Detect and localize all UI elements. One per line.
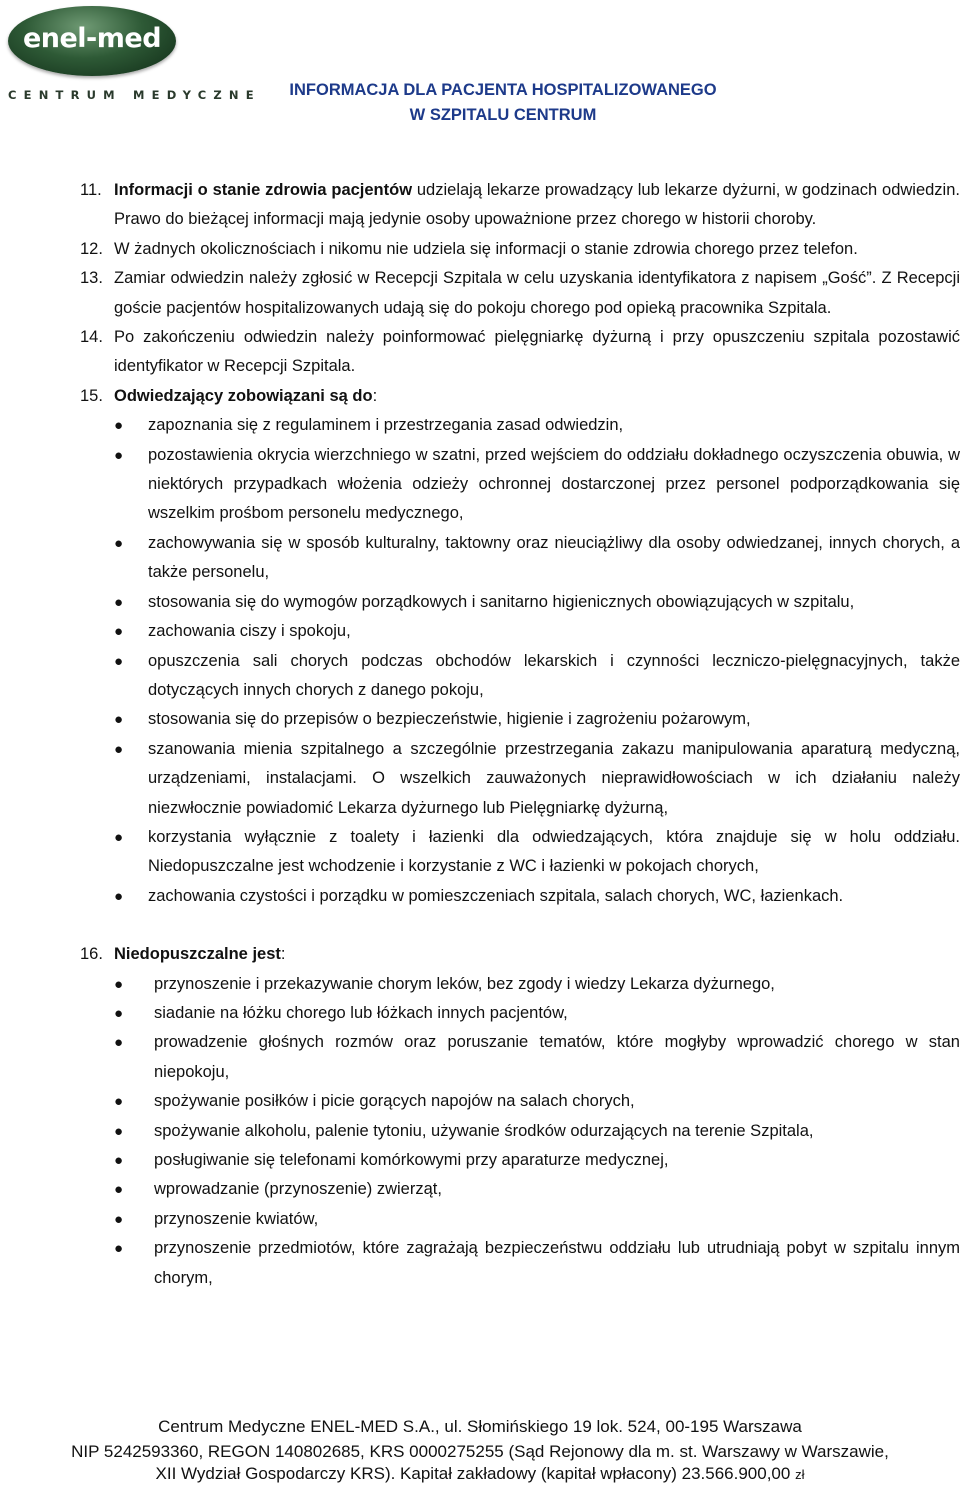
enel-med-logo <box>4 2 261 104</box>
item-number: 16. <box>80 945 103 964</box>
list-item-text: przynoszenie i przekazywanie chorym leków, bez zgody i wiedzy Lekarza dyżurnego, <box>154 974 775 993</box>
bullet-icon: ● <box>114 1122 124 1140</box>
bullet-icon: ● <box>114 1093 124 1111</box>
bullet-icon: ● <box>114 1152 124 1169</box>
item-bold: Informacji o stanie zdrowia pacjentów <box>114 181 413 199</box>
list-item-text: prowadzenie głośnych rozmów oraz poruszanie tematów, które mogłyby wprowadzić chorego w stan niepokoju, <box>154 1033 960 1081</box>
list-item <box>80 970 960 999</box>
spacer <box>80 911 960 940</box>
item-number: 13. <box>80 269 103 288</box>
list-item-text: szanowania mienia szpitalnego a szczególnie przestrzegania zakazu manipulowania aparaturą medyczną, urządzeniami, instalacjami. O wszelkich zauważonych nieprawidłowościach w ich działaniu należy niezwłocznie powiadomić Lekarza dyżurnego lub Pielęgniarkę dyżurną, <box>148 739 960 817</box>
bullet-icon: ● <box>114 593 124 611</box>
footer-address: Centrum Medyczne ENEL-MED S.A., ul. Słomińskiego 19 lok. 524, 00-195 Warszawa <box>158 1417 802 1436</box>
list-item <box>80 1175 960 1204</box>
item-number: 12. <box>80 239 103 258</box>
bullet-icon: ● <box>114 417 124 435</box>
company-footer <box>0 1413 960 1486</box>
item-text <box>114 176 960 235</box>
title-line-2: W SZPITALU CENTRUM <box>409 106 597 124</box>
prohibited-list <box>80 970 960 1293</box>
item-12 <box>80 235 960 264</box>
item-number: 15. <box>80 386 103 405</box>
bullet-icon: ● <box>114 1210 124 1228</box>
item-heading <box>114 940 960 969</box>
bullet-icon: ● <box>114 1004 124 1022</box>
logo-brand: enel-med <box>22 22 162 54</box>
logo-subtitle: CENTRUM MEDYCZNE <box>8 88 261 102</box>
list-item-text: stosowania się do wymogów porządkowych i sanitarno higienicznych obowiązujących w szpitalu, <box>148 592 855 611</box>
list-item <box>80 823 960 882</box>
list-item-text: stosowania się do przepisów o bezpieczeństwie, higienie i zagrożeniu pożarowym, <box>148 710 751 729</box>
list-item-text: korzystania wyłącznie z toalety i łazienki dla odwiedzających, która znajduje się w holu oddziału. Niedopuszczalne jest wchodzenie i korzystanie z WC i łazienki w pokojach chorych, <box>148 827 960 876</box>
bullet-icon: ● <box>114 446 124 464</box>
item-heading <box>114 382 960 411</box>
bullet-icon: ● <box>114 711 124 729</box>
item-bold: Niedopuszczalne jest <box>114 945 281 964</box>
visitor-obligations-list <box>80 411 960 911</box>
list-item-text: zachowania czystości i porządku w pomieszczeniach szpitala, salach chorych, WC, łazienkach. <box>148 886 844 905</box>
item-11 <box>80 176 960 235</box>
item-15 <box>80 382 960 411</box>
bullet-icon: ● <box>114 1240 124 1258</box>
list-item-text: zachowania ciszy i spokoju, <box>148 622 351 641</box>
item-body: udzielają lekarze prowadzący lub lekarze dyżurni, w godzinach odwiedzin. Prawo do bieżącej informacji mają jedynie osoby upoważnione przez chorego w historii choroby. <box>114 181 960 229</box>
list-item-text: pozostawienia okrycia wierzchniego w szatni, przed wejściem do oddziału dokładnego oczyszczenia obuwia, w niektórych przypadkach włożenia odzieży ochronnej dostarczonej przez personel podporządkowania się wszelkim prośbom personelu medycznego, <box>148 445 960 523</box>
list-item <box>80 1028 960 1087</box>
list-item-text: opuszczenia sali chorych podczas obchodów lekarskich i czynności leczniczo-pielęgnacyjnych, także dotyczących innych chorych z danego pokoju, <box>148 651 960 699</box>
bullet-icon: ● <box>114 1034 124 1052</box>
list-item-text: zapoznania się z regulaminem i przestrzegania zasad odwiedzin, <box>148 416 624 435</box>
item-bold: Odwiedzający zobowiązani są do <box>114 386 373 405</box>
list-item-text: posługiwanie się telefonami komórkowymi przy aparaturze medycznej, <box>154 1151 669 1169</box>
list-item <box>80 1087 960 1116</box>
item-suffix: : <box>372 386 378 405</box>
bullet-icon: ● <box>114 652 124 670</box>
list-item-text: spożywanie posiłków i picie gorących napojów na salach chorych, <box>154 1092 635 1111</box>
list-item-text: spożywanie alkoholu, palenie tytoniu, używanie środków odurzających na terenie Szpitala, <box>154 1121 814 1140</box>
bullet-icon: ● <box>114 1181 124 1199</box>
list-item <box>80 735 960 823</box>
bullet-icon: ● <box>114 975 124 993</box>
list-item <box>80 1117 960 1146</box>
item-text: W żadnych okolicznościach i nikomu nie udziela się informacji o stanie zdrowia chorego przez telefon. <box>114 239 858 258</box>
list-item <box>80 1146 960 1175</box>
list-item <box>80 411 960 440</box>
title-line-1: INFORMACJA DLA PACJENTA HOSPITALIZOWANEGO <box>289 81 717 99</box>
item-text: Po zakończeniu odwiedzin należy poinformować pielęgniarkę dyżurną i przy opuszczeniu szpitala pozostawić identyfikator w Recepcji Szpitala. <box>114 328 960 376</box>
bullet-icon: ● <box>114 887 124 905</box>
item-text: Zamiar odwiedzin należy zgłosić w Recepcji Szpitala w celu uzyskania identyfikatora z napisem „Gość”. Z Recepcji goście pacjentów hospitalizowanych udają się do pokoju chorego pod opieką pracownika Szpitala. <box>114 269 960 317</box>
list-item <box>80 705 960 734</box>
bullet-icon: ● <box>114 828 124 846</box>
list-item-text: zachowywania się w sposób kulturalny, taktowny oraz nieuciążliwy dla osoby odwiedzanej, innych chorych, a także personelu, <box>148 533 960 582</box>
document-body <box>80 176 960 1293</box>
logo-oval <box>8 6 176 76</box>
item-16 <box>80 940 960 969</box>
list-item-text: przynoszenie przedmiotów, które zagrażają bezpieczeństwu oddziału lub utrudniają pobyt w szpitalu innym chorym, <box>154 1239 960 1287</box>
list-item <box>80 999 960 1028</box>
list-item <box>80 588 960 617</box>
item-number: 11. <box>80 181 102 199</box>
item-suffix: : <box>280 945 286 964</box>
list-item <box>80 529 960 588</box>
list-item <box>80 882 960 911</box>
list-item <box>80 647 960 706</box>
bullet-icon: ● <box>114 740 124 758</box>
list-item-text: wprowadzanie (przynoszenie) zwierząt, <box>154 1180 442 1199</box>
list-item <box>80 1205 960 1234</box>
bullet-icon: ● <box>114 623 124 641</box>
footer-capital-text: XII Wydział Gospodarczy KRS). Kapitał zakładowy (kapitał wpłacony) 23.566.900,00 <box>155 1464 791 1483</box>
list-item <box>80 617 960 646</box>
footer-capital <box>0 1463 960 1486</box>
item-14 <box>80 323 960 382</box>
list-item-text: przynoszenie kwiatów, <box>154 1209 319 1228</box>
list-item <box>80 441 960 529</box>
bullet-icon: ● <box>114 534 124 552</box>
document-title <box>240 78 766 128</box>
item-number: 14. <box>80 328 103 347</box>
list-item-text: siadanie na łóżku chorego lub łóżkach innych pacjentów, <box>154 1003 568 1022</box>
item-13 <box>80 264 960 323</box>
footer-currency: zł <box>795 1467 805 1482</box>
footer-registration: NIP 5242593360, REGON 140802685, KRS 0000275255 (Sąd Rejonowy dla m. st. Warszawy w Warszawie, <box>71 1442 889 1461</box>
list-item <box>80 1234 960 1293</box>
